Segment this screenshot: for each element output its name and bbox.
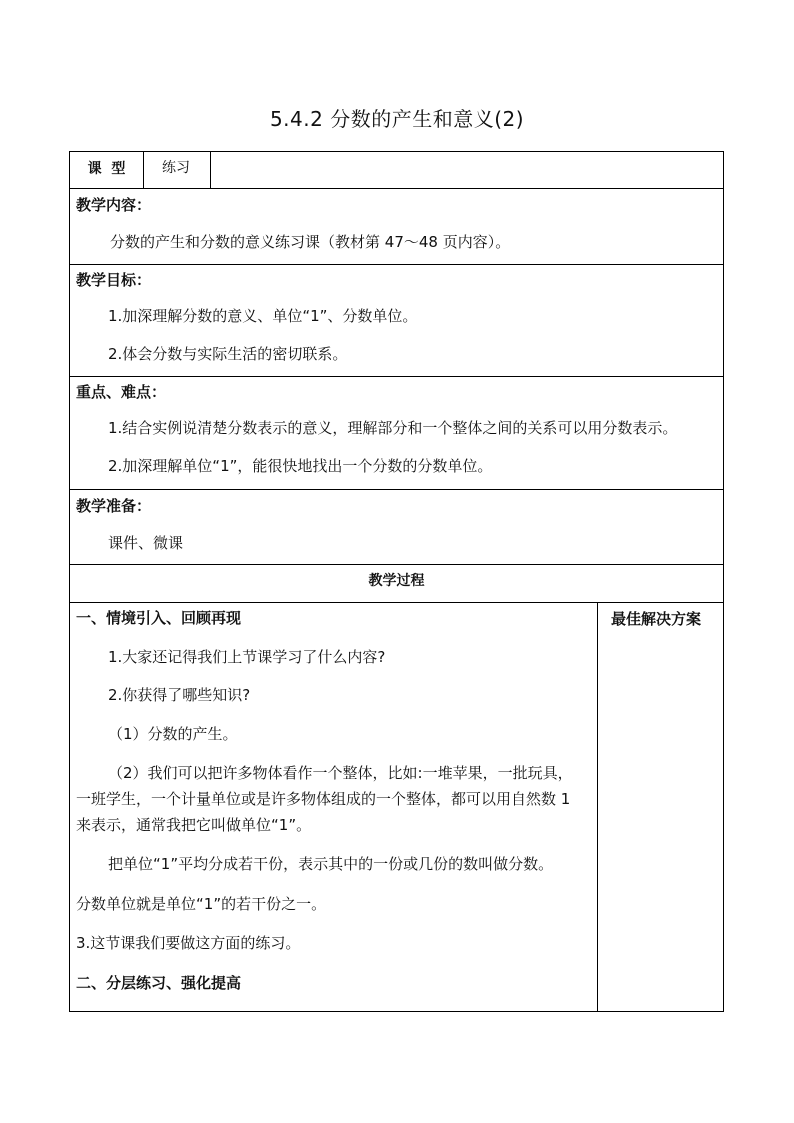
content-heading: 教学内容：: [76, 196, 152, 214]
goals-row: [70, 265, 723, 377]
section2-heading: 二、分层练习、强化提高: [76, 974, 242, 992]
process-line: 一班学生，一个计量单位或是许多物体组成的一个整体，都可以用自然数 1: [76, 790, 571, 808]
column-divider: [597, 603, 598, 1011]
process-line: 3.这节课我们要做这方面的练习。: [76, 934, 301, 952]
process-line: 1.大家还记得我们上节课学习了什么内容?: [108, 648, 386, 666]
page-title: 5.4.2 分数的产生和意义(2): [269, 107, 525, 131]
prep-heading: 教学准备：: [76, 497, 152, 515]
prep-row: [70, 490, 723, 565]
process-heading-row: [70, 565, 723, 603]
process-line: 来表示，通常我把它叫做单位“1”。: [76, 816, 312, 834]
keypoints-row: [70, 377, 723, 490]
divider: [210, 152, 211, 188]
keypoint-item: 2.加深理解单位“1”，能很快地找出一个分数的分数单位。: [108, 457, 493, 475]
process-line: （1）分数的产生。: [108, 725, 238, 743]
process-heading: 教学过程: [368, 573, 425, 589]
process-line: 2.你获得了哪些知识?: [108, 686, 251, 704]
lesson-plan-table: [69, 151, 724, 1012]
goals-heading: 教学目标：: [76, 271, 152, 289]
keypoint-item: 1.结合实例说清楚分数表示的意义，理解部分和一个整体之间的关系可以用分数表示。: [108, 419, 678, 437]
process-line: 把单位“1”平均分成若干份，表示其中的一份或几份的数叫做分数。: [108, 855, 554, 873]
keypoints-heading: 重点、难点：: [76, 383, 167, 401]
content-text: 分数的产生和分数的意义练习课（教材第 47～48 页内容）。: [110, 233, 511, 251]
type-value: 练习: [162, 160, 190, 176]
type-label: 课 型: [87, 161, 126, 177]
process-body: [70, 603, 723, 1011]
prep-text: 课件、微课: [108, 534, 184, 552]
type-row: [70, 152, 723, 189]
side-heading: 最佳解决方案: [611, 610, 702, 628]
goal-item: 1.加深理解分数的意义、单位“1”、分数单位。: [108, 307, 418, 325]
section1-heading: 一、情境引入、回顾再现: [76, 609, 242, 627]
content-row: [70, 189, 723, 265]
process-line: 分数单位就是单位“1”的若干份之一。: [76, 895, 327, 913]
goal-item: 2.体会分数与实际生活的密切联系。: [108, 345, 348, 363]
process-line: （2）我们可以把许多物体看作一个整体，比如:一堆苹果，一批玩具，: [108, 764, 573, 782]
